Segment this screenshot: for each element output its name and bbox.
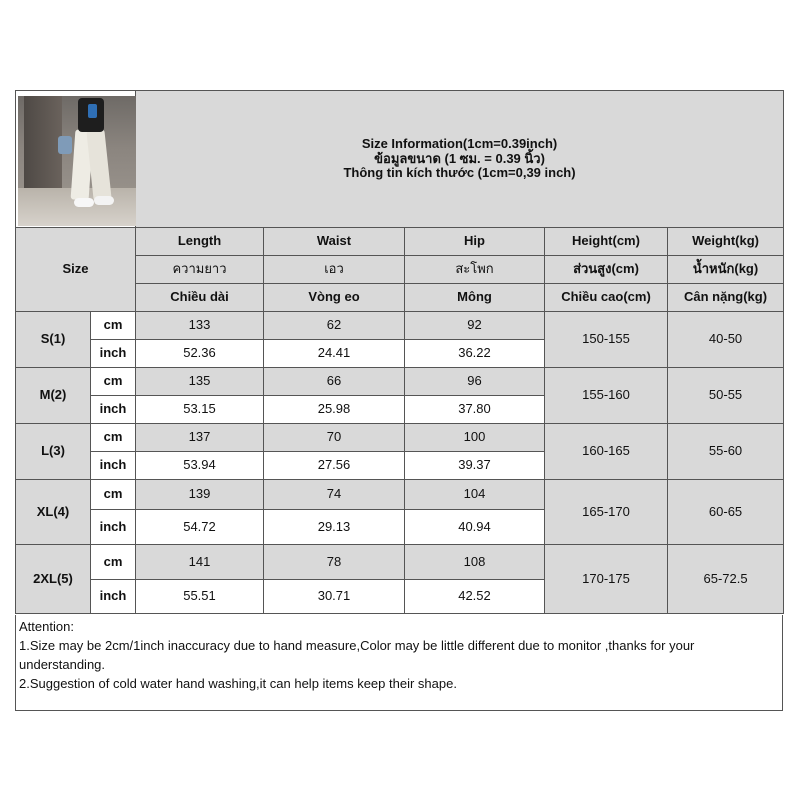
size-name: L(3) — [16, 424, 91, 480]
col-height-th: ส่วนสูง(cm) — [545, 256, 668, 284]
unit-inch: inch — [91, 340, 136, 368]
weight-range: 40-50 — [668, 312, 784, 368]
product-photo — [18, 96, 136, 226]
col-hip-en: Hip — [405, 228, 545, 256]
hip-inch: 37.80 — [405, 396, 545, 424]
size-name: 2XL(5) — [16, 545, 91, 614]
col-hip-vi: Mông — [405, 284, 545, 312]
size-name: XL(4) — [16, 480, 91, 545]
length-inch: 54.72 — [136, 510, 264, 545]
col-length-en: Length — [136, 228, 264, 256]
col-waist-en: Waist — [264, 228, 405, 256]
unit-cm: cm — [91, 368, 136, 396]
waist-cm: 66 — [264, 368, 405, 396]
waist-cm: 70 — [264, 424, 405, 452]
size-label: Size — [16, 228, 136, 312]
hip-inch: 42.52 — [405, 580, 545, 614]
attention-notes — [15, 615, 783, 711]
waist-inch: 24.41 — [264, 340, 405, 368]
unit-inch: inch — [91, 396, 136, 424]
length-inch: 53.15 — [136, 396, 264, 424]
hip-cm: 108 — [405, 545, 545, 580]
size-name: S(1) — [16, 312, 91, 368]
height-range: 165-170 — [545, 480, 668, 545]
length-cm: 135 — [136, 368, 264, 396]
unit-cm: cm — [91, 480, 136, 510]
height-range: 155-160 — [545, 368, 668, 424]
unit-inch: inch — [91, 452, 136, 480]
waist-cm: 78 — [264, 545, 405, 580]
col-length-th: ความยาว — [136, 256, 264, 284]
length-inch: 53.94 — [136, 452, 264, 480]
col-waist-vi: Vòng eo — [264, 284, 405, 312]
size-chart-table — [15, 90, 784, 614]
height-range: 160-165 — [545, 424, 668, 480]
waist-inch: 27.56 — [264, 452, 405, 480]
notes-title: Attention: — [19, 619, 74, 634]
hip-cm: 92 — [405, 312, 545, 340]
header-line-en: Size Information(1cm=0.39inch) — [361, 135, 558, 151]
notes-line-2: 2.Suggestion of cold water hand washing,it can help items keep their shape. — [19, 676, 457, 691]
length-cm: 137 — [136, 424, 264, 452]
unit-inch: inch — [91, 510, 136, 545]
hip-cm: 100 — [405, 424, 545, 452]
weight-range: 55-60 — [668, 424, 784, 480]
col-length-vi: Chiều dài — [136, 284, 264, 312]
notes-line-1: 1.Size may be 2cm/1inch inaccuracy due to hand measure,Color may be little different due to monitor ,thanks for your understanding. — [19, 638, 695, 672]
col-waist-th: เอว — [264, 256, 405, 284]
size-information-header — [136, 91, 784, 228]
height-range: 150-155 — [545, 312, 668, 368]
hip-cm: 104 — [405, 480, 545, 510]
length-inch: 52.36 — [136, 340, 264, 368]
height-range: 170-175 — [545, 545, 668, 614]
hip-inch: 40.94 — [405, 510, 545, 545]
col-hip-th: สะโพก — [405, 256, 545, 284]
length-cm: 139 — [136, 480, 264, 510]
col-height-en: Height(cm) — [545, 228, 668, 256]
hip-cm: 96 — [405, 368, 545, 396]
waist-cm: 74 — [264, 480, 405, 510]
unit-cm: cm — [91, 312, 136, 340]
col-height-vi: Chiều cao(cm) — [545, 284, 668, 312]
unit-inch: inch — [91, 580, 136, 614]
size-name: M(2) — [16, 368, 91, 424]
product-photo-cell — [16, 91, 136, 228]
header-line-th: ข้อมูลขนาด (1 ซม. = 0.39 นิ้ว) — [374, 150, 545, 166]
unit-cm: cm — [91, 545, 136, 580]
waist-inch: 29.13 — [264, 510, 405, 545]
col-weight-en: Weight(kg) — [668, 228, 784, 256]
waist-cm: 62 — [264, 312, 405, 340]
unit-cm: cm — [91, 424, 136, 452]
col-weight-th: น้ำหนัก(kg) — [668, 256, 784, 284]
col-weight-vi: Cân nặng(kg) — [668, 284, 784, 312]
waist-inch: 30.71 — [264, 580, 405, 614]
length-cm: 141 — [136, 545, 264, 580]
weight-range: 50-55 — [668, 368, 784, 424]
length-inch: 55.51 — [136, 580, 264, 614]
waist-inch: 25.98 — [264, 396, 405, 424]
weight-range: 60-65 — [668, 480, 784, 545]
hip-inch: 36.22 — [405, 340, 545, 368]
weight-range: 65-72.5 — [668, 545, 784, 614]
header-line-vi: Thông tin kích thước (1cm=0,39 inch) — [343, 165, 576, 181]
hip-inch: 39.37 — [405, 452, 545, 480]
length-cm: 133 — [136, 312, 264, 340]
